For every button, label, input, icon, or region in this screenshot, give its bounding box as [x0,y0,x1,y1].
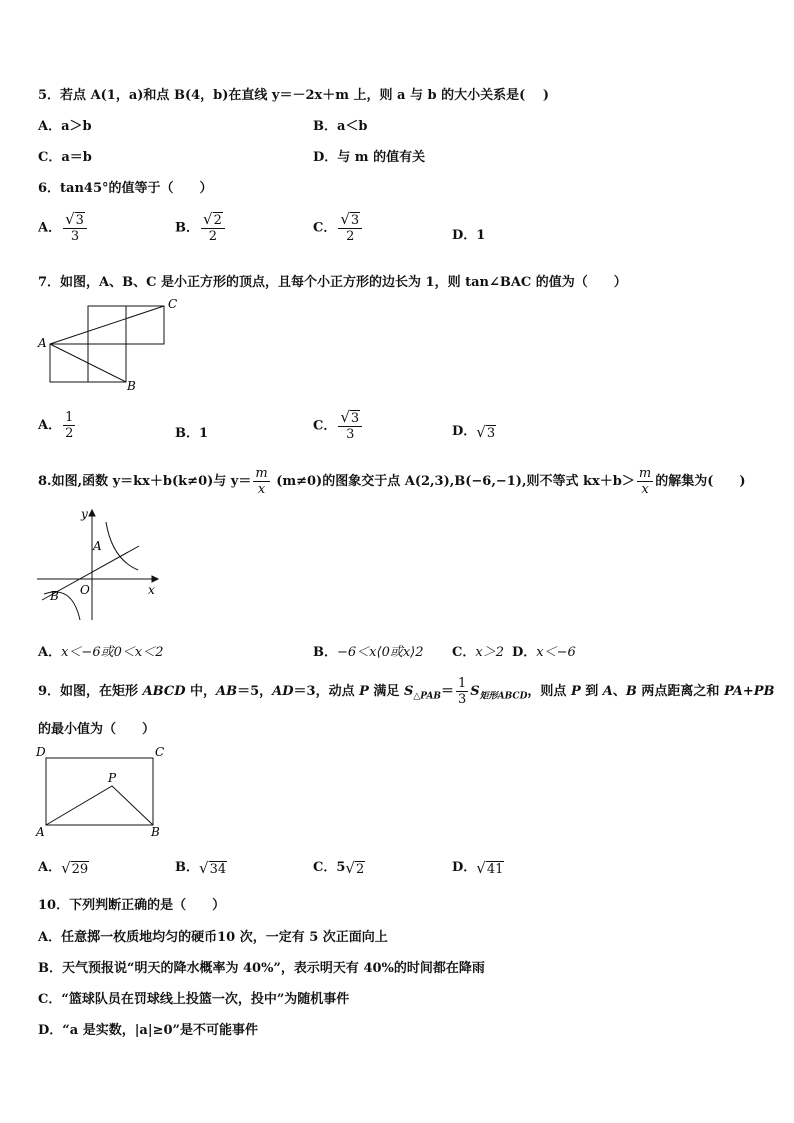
q9-option-a: A．√29 [38,858,89,877]
q9-papb: PA+PB [723,684,775,699]
q7-a-fraction [63,410,75,441]
q6-c-radicand: 3 [350,213,360,228]
q8-stem-part1: 8.如图,函数 y＝kx＋b(k≠0)与 y＝ [38,474,252,489]
q9-d-label: D． [452,860,477,875]
q9-stem-line2: 的最小值为（ ） [38,722,156,737]
q9-stem-part9: 两点距离之和 [636,684,724,699]
q9-b-radicand: 34 [209,861,227,877]
q6-b-radicand: 2 [213,213,222,228]
q9-s2: S [470,684,480,699]
q8-label-o: O [80,583,90,597]
q8-c-math: x＞2 [475,645,504,660]
q8-stem-part2: (m≠0)的图象交于点 A(2,3),B(−6,−1),则不等式 kx＋b＞ [271,474,635,489]
q10-option-b: B．天气预报说“明天的降水概率为 40%”，表示明天有 40%的时间都在降雨 [38,961,485,976]
q8-fraction-2 [637,466,653,497]
q9-label-b: B [151,825,160,839]
q7-c-radicand: 3 [350,411,360,426]
q9-label-c: C [155,745,165,759]
q9-a-radicand: 29 [71,861,89,877]
q6-stem: 6．tan45°的值等于（ ） [38,181,213,196]
q6-b-fraction: $\frac{√2}{2}$ [201,212,225,244]
q6-c-denominator: 2 [346,229,355,244]
q6-a-radicand: 3 [75,213,84,228]
q8-x-arrow [152,576,158,582]
q8-a-label: A． [38,645,62,660]
q9-c-radicand: 2 [355,861,365,877]
q6-a-denominator: 3 [70,229,80,244]
q8-option-b [313,641,424,660]
q8-label-x: x [148,583,155,597]
q5-option-a: A．a＞b [38,119,92,134]
q9-p2: P [570,684,581,699]
q9-a: A [602,684,613,699]
q8-label-y: y [81,507,88,521]
q9-option-b: B．√34 [175,858,227,877]
q7-option-a [38,410,77,441]
q8-option-d [512,641,576,660]
q7-c-label: C． [313,418,337,434]
q6-option-c [313,212,364,244]
q8-b-math: −6＜x⟨0或x⟩2 [337,645,424,660]
q9-b: B [625,684,637,699]
q9-rect-name: ABCD [142,684,186,699]
q6-b-denominator: 2 [208,229,218,244]
q7-figure [36,294,196,392]
q7-stem: 7．如图，A、B、C 是小正方形的顶点，且每个小正方形的边长为 1，则 tan∠BAC 的值为（ ） [38,275,627,290]
q9-stem-part3: ＝5， [237,684,273,699]
q7-option-b: B．1 [175,426,209,441]
q9-stem-part4: ＝3，动点 [293,684,360,699]
q8-frac2-num: m [638,466,652,481]
q9-c-label: C． [313,860,337,875]
q8-fraction-1 [253,466,269,497]
q8-hyperbola-upper [106,522,138,570]
q8-d-math: x＜−6 [536,645,576,660]
q9-triangle-pab [46,786,153,825]
q6-c-fraction: $\frac{√3}{2}$ [338,212,362,244]
q8-d-label: D． [512,645,537,660]
q9-label-d: D [36,745,46,759]
q9-d-radicand: 41 [486,861,504,877]
q7-option-c [313,410,364,442]
q7-label-b: B [127,379,136,392]
q9-s2-sub: 矩形ABCD [479,691,528,702]
q7-option-d: D．√3 [452,422,496,441]
q7-label-c: C [168,297,178,311]
q6-option-b [175,212,227,244]
q7-label-a: A [38,336,47,350]
q7-d-label: D． [452,424,477,439]
q9-stem-part2: 中， [185,684,217,699]
q10-stem: 10．下列判断正确的是（ ） [38,898,226,913]
q10-option-c: C．“篮球队员在罚球线上投篮一次，投中”为随机事件 [38,992,350,1007]
q5-option-d: D．与 m 的值有关 [313,150,426,165]
q8-label-b: B [50,589,59,603]
q10-option-a: A．任意掷一枚质地均匀的硬币10 次，一定有 5 次正面向上 [38,930,388,945]
q9-label-a: A [36,825,45,839]
q6-a-fraction: $\frac{√3}{3}$ [63,212,87,244]
q9-stem-part5: 满足 [368,684,404,699]
q8-option-c [452,641,504,660]
q9-c-coefficient: 5 [336,860,346,875]
q7-square-4 [126,306,164,344]
q6-a-label: A． [38,220,62,236]
q8-frac1-den: x [257,482,266,497]
q7-square-1 [50,344,88,382]
q8-y-arrow [89,510,95,516]
q9-a-label: A． [38,860,62,875]
q7-a-numerator: 1 [65,410,74,425]
q6-b-label: B． [175,220,199,236]
q9-option-c: C．5√2 [313,858,365,877]
q9-figure [34,742,166,840]
q6-c-label: C． [313,220,337,236]
q8-c-label: C． [452,645,476,660]
q10-option-d: D．“a 是实数，|a|≥0”是不可能事件 [38,1023,258,1038]
q9-stem-part7: 到 [580,684,603,699]
q8-a-math: x＜−6或0＜x＜2 [61,645,164,660]
q9-label-p: P [108,771,117,785]
q6-option-a [38,212,89,244]
q9-fraction [456,676,468,707]
q5-option-c: C．a＝b [38,150,92,165]
q9-stem-part1: 9．如图，在矩形 [38,684,143,699]
q9-stem-part6: ，则点 [527,684,571,699]
q8-b-label: B． [313,645,337,660]
q8-frac2-den: x [641,482,649,497]
q9-option-d: D．√41 [452,858,504,877]
q7-square-2 [88,344,126,382]
q7-d-radicand: 3 [486,425,496,441]
q9-ad: AD [272,684,294,699]
q7-a-denominator: 2 [65,426,74,441]
q9-stem [38,676,775,707]
q7-c-denominator: 3 [346,427,355,442]
q9-p: P [359,684,369,699]
q5-stem: 5．若点 A(1，a)和点 B(4，b)在直线 y＝－2x＋m 上，则 a 与 b 的大小关系是( ) [38,88,549,103]
q9-stem-part8: 、 [612,684,626,699]
q7-c-fraction: $\frac{√3}{3}$ [338,410,362,442]
q7-line-ac [50,306,164,344]
q8-figure [34,504,164,622]
q9-s1: S [403,684,414,699]
q8-label-a: A [93,539,102,553]
q9-ab: AB [216,684,238,699]
q8-frac1-num: m [255,466,268,481]
q9-frac-den: 3 [458,692,467,707]
q5-option-b: B．a＜b [313,119,368,134]
q9-b-label: B． [175,860,199,875]
q7-a-label: A． [38,418,62,433]
q9-eq: ＝ [440,684,454,699]
q8-stem [38,466,746,497]
q8-stem-part3: 的解集为( ) [655,474,746,489]
q6-option-d: D．1 [452,228,486,243]
q8-option-a [38,641,163,660]
q9-frac-num: 1 [458,676,467,691]
q9-s1-sub: △PAB [413,691,441,702]
